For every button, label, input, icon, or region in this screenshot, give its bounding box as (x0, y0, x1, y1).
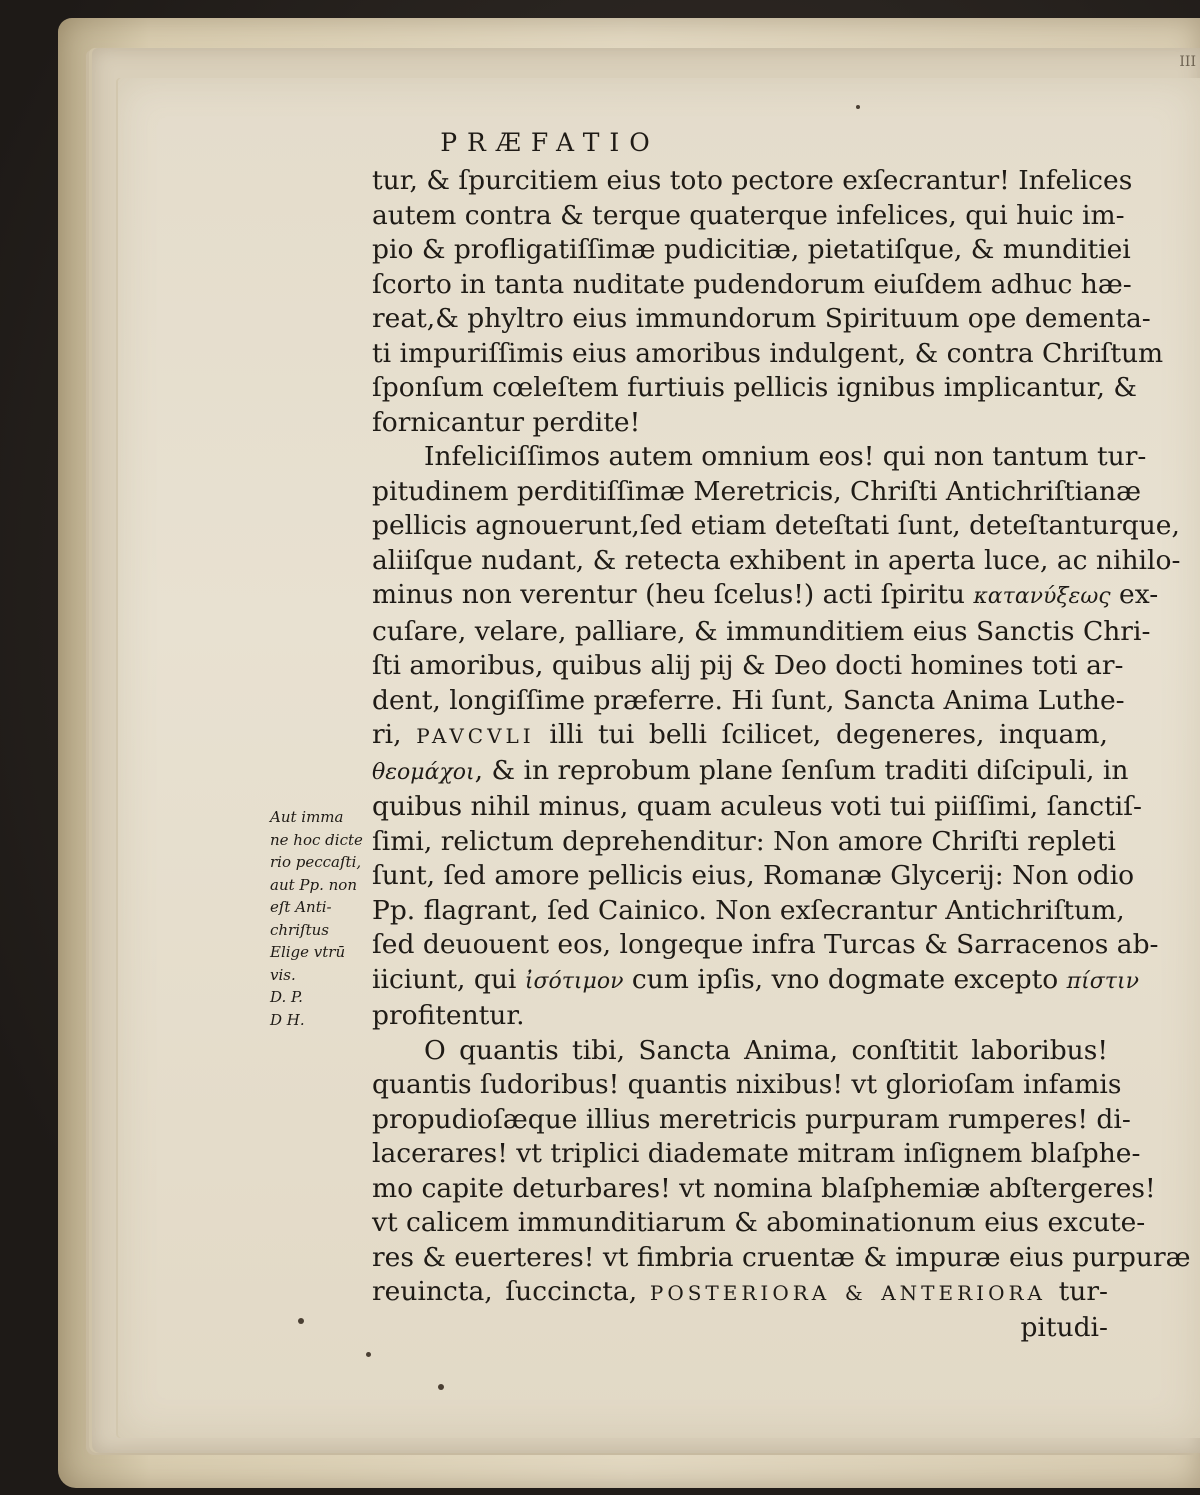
ink-spot (298, 1318, 304, 1324)
ink-spot (438, 1384, 444, 1390)
text-line: autem contra & terque quaterque infelices, qui huic im- (372, 199, 1125, 231)
text-line: ti impuriſſimis eius amoribus indulgent, & contra Chriſtum (372, 337, 1164, 369)
body-text (372, 164, 1191, 1345)
text-line (372, 578, 1159, 615)
margin-line: eſt Anti- (270, 898, 332, 916)
greek-word: ἰσότιμον (524, 968, 624, 994)
greek-word: κατανύξεως (973, 584, 1111, 609)
text-line: aliiſque nudant, & retecta exhibent in aperta luce, ac nihilo- (372, 544, 1181, 576)
text-line: pellicis agnouerunt,ſed etiam deteſtati ſunt, deteſtanturque, (372, 510, 1180, 541)
text-segment: tur- (1058, 1276, 1108, 1307)
ink-spot (366, 1352, 371, 1357)
text-line: vt calicem immunditiarum & abominationum eius excute- (372, 1207, 1146, 1238)
text-line: ſponſum cœleſtem furtiuis pellicis ignibus implicantur, & (372, 372, 1137, 403)
paragraph-start-line: Infeliciſſimos autem omnium eos! qui non tantum tur- (424, 441, 1147, 472)
margin-line: Elige vtrū (270, 943, 346, 961)
small-caps-word: PAVCVLI (416, 724, 535, 748)
margin-line: chriſtus (270, 920, 329, 939)
text-line: ſed deuouent eos, longeque infra Turcas & Sarracenos ab- (372, 929, 1159, 960)
text-line (372, 754, 1129, 791)
greek-word: πίστιν (1066, 968, 1139, 994)
text-line: res & euerteres! vt fimbria cruentæ & impuræ eius purpuræ (372, 1241, 1191, 1273)
text-line: fornicantur perdite! (372, 406, 641, 438)
margin-line: vis. (270, 965, 296, 984)
text-segment: reuincta, ſuccincta, (372, 1276, 638, 1307)
margin-line: rio peccaſti, (270, 853, 362, 871)
text-line: mo capite deturbares! vt nomina blaſphemiæ abſtergeres! (372, 1172, 1156, 1204)
margin-line: D H. (270, 1010, 305, 1029)
text-line: profitentur. (372, 1000, 525, 1031)
text-line: Pp. flagrant, ſed Cainico. Non exſecrantur Antichriſtum, (372, 894, 1125, 926)
text-line: cuſare, velare, palliare, & immunditiem eius Sanctis Chri- (372, 615, 1151, 647)
text-segment: , & in reprobum plane ſenſum traditi diſcipuli, in (474, 754, 1129, 786)
margin-line: aut Pp. non (270, 875, 357, 894)
text-segment: iiciunt, qui (372, 963, 517, 995)
page-number: III (1179, 54, 1196, 70)
text-line: quibus nihil minus, quam aculeus voti tui piiſſimi, ſanctiſ- (372, 791, 1143, 822)
text-line: tur, & ſpurcitiem eius toto pectore exſecrantur! Infelices (372, 165, 1133, 196)
text-line: pio & profligatiſſimæ pudicitiæ, pietatiſque, & munditiei (372, 234, 1131, 265)
ink-spot (856, 105, 860, 109)
text-line (372, 718, 1108, 754)
text-line: propudioſæque illius meretricis purpuram rumperes! di- (372, 1103, 1131, 1135)
text-line: reat,& phyltro eius immundorum Spirituum ope dementa- (372, 303, 1151, 334)
running-head: PRÆFATIO (440, 128, 660, 157)
text-segment: ri, (372, 719, 402, 750)
text-line: pitudinem perditiſſimæ Meretricis, Chriſti Antichriſtianæ (372, 475, 1141, 507)
text-line (372, 1275, 1108, 1311)
text-segment: minus non verentur (heu ſcelus!) acti ſpiritu (372, 579, 965, 610)
text-line: dent, longiſſime præferre. Hi ſunt, Sancta Anima Luthe- (372, 684, 1125, 716)
marginal-note (270, 806, 378, 1031)
text-line: ſunt, ſed amore pellicis eius, Romanæ Glycerij: Non odio (372, 860, 1135, 891)
text-segment: cum ipſis, vno dogmate excepto (631, 963, 1059, 995)
margin-line: Aut imma (270, 808, 344, 826)
text-line: ſcorto in tanta nuditate pudendorum eiuſdem adhuc hæ- (372, 268, 1132, 300)
margin-line: ne hoc dicte (270, 830, 363, 849)
text-segment: ex- (1119, 579, 1159, 610)
text-line (372, 963, 1139, 1000)
text-line: lacerares! vt triplici diademate mitram inſignem blaſphe- (372, 1138, 1141, 1169)
greek-word: θεομάχοι (372, 759, 475, 785)
margin-line: D. P. (270, 988, 303, 1006)
catchword: pitudi- (1020, 1311, 1108, 1343)
text-line: ſimi, relictum deprehenditur: Non amore Chriſti repleti (372, 825, 1116, 857)
text-line: ſti amoribus, quibus alij pij & Deo docti homines toti ar- (372, 650, 1124, 681)
small-caps-phrase: POSTERIORA & ANTERIORA (649, 1281, 1046, 1305)
text-line: quantis ſudoribus! quantis nixibus! vt glorioſam infamis (372, 1069, 1122, 1100)
paragraph-start-line: O quantis tibi, Sancta Anima, conſtitit laboribus! (424, 1034, 1108, 1066)
text-segment: illi tui belli ſcilicet, degeneres, inquam, (549, 719, 1108, 750)
